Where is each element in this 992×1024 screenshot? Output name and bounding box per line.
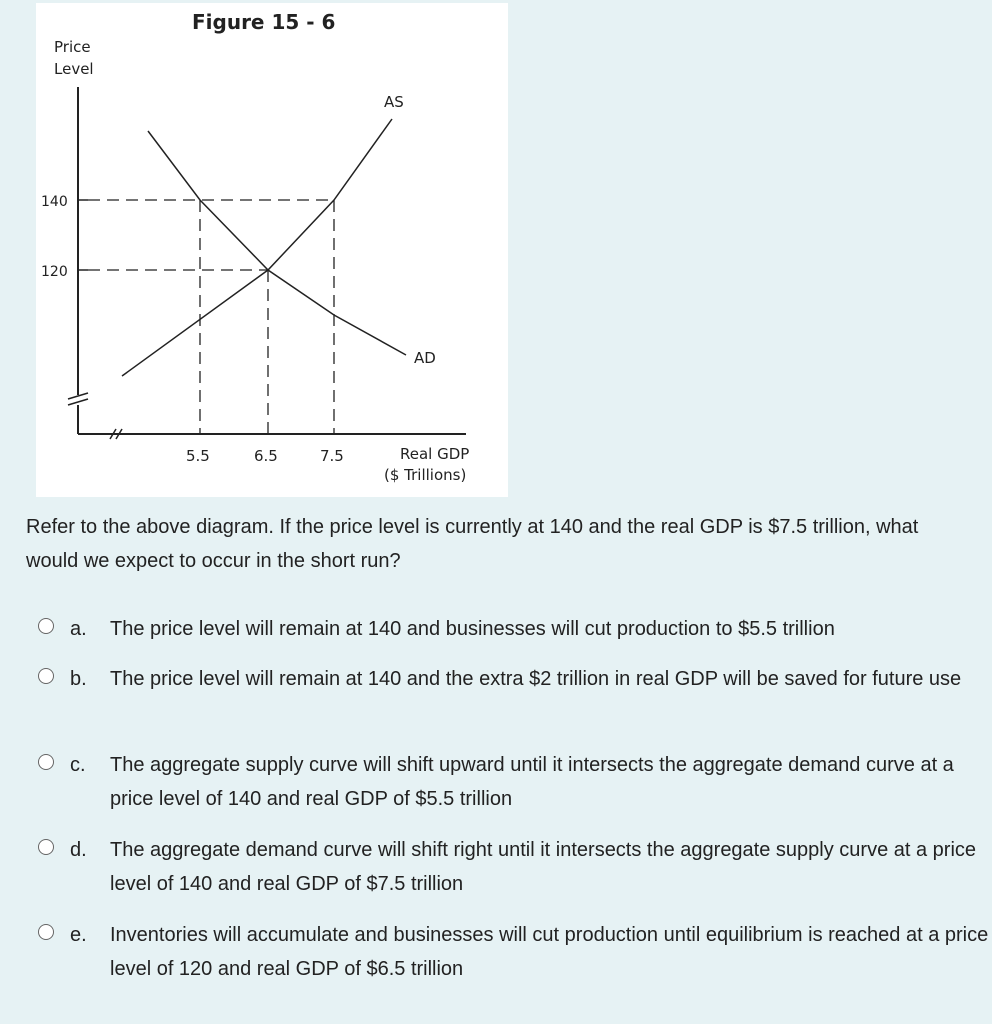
option-text: Inventories will accumulate and businesses will cut production until equilibrium is reached at a price level of 120 and real GDP of $6.5 trillion <box>110 924 989 980</box>
ad-curve-label: AD <box>414 349 436 367</box>
y-axis-label-line1: Price <box>54 38 91 56</box>
option-letter: a. <box>70 618 87 640</box>
aggregate-demand-curve <box>148 131 406 355</box>
x-tick-label-6-5: 6.5 <box>254 447 278 465</box>
figure-15-6 <box>36 3 508 497</box>
option-letter: d. <box>70 839 87 861</box>
y-axis-label-line2: Level <box>54 60 94 78</box>
question-text: Refer to the above diagram. If the price level is currently at 140 and the real GDP is $7.5 trillion, what would we expect to occur in the short run? <box>26 516 919 572</box>
x-tick-label-5-5: 5.5 <box>186 447 210 465</box>
x-axis-label-line1: Real GDP <box>400 445 470 463</box>
x-axis-label-line2: ($ Trillions) <box>384 466 467 484</box>
option-text: The aggregate demand curve will shift right until it intersects the aggregate supply curve at a price level of 140 and real GDP of $7.5 trillion <box>110 839 977 895</box>
option-text: The price level will remain at 140 and businesses will cut production to $5.5 trillion <box>110 618 835 640</box>
option-letter: b. <box>70 668 87 690</box>
option-letter: e. <box>70 924 87 946</box>
y-tick-label-140: 140 <box>41 194 68 210</box>
option-text: The price level will remain at 140 and the extra $2 trillion in real GDP will be saved for future use <box>110 668 962 690</box>
option-text: The aggregate supply curve will shift upward until it intersects the aggregate demand curve at a price level of 140 and real GDP of $5.5 trillion <box>110 754 954 810</box>
x-tick-label-7-5: 7.5 <box>320 447 344 465</box>
radio-button[interactable] <box>38 839 54 855</box>
option-letter: c. <box>70 754 86 776</box>
ad-as-diagram <box>36 3 508 497</box>
y-axis-break-mark <box>68 399 88 405</box>
figure-title: Figure 15 - 6 <box>192 10 336 34</box>
radio-button[interactable] <box>38 924 54 940</box>
as-curve-label: AS <box>384 93 404 111</box>
radio-button[interactable] <box>38 618 54 634</box>
aggregate-supply-curve <box>122 119 392 376</box>
y-tick-label-120: 120 <box>41 264 68 280</box>
radio-button[interactable] <box>38 754 54 770</box>
radio-button[interactable] <box>38 668 54 684</box>
